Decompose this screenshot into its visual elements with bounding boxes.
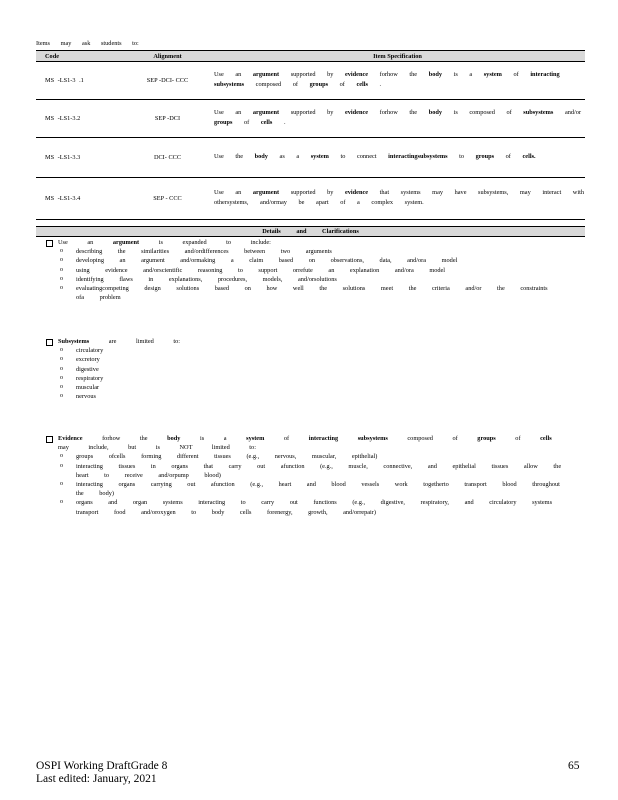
- checkbox-bullet-icon: [46, 436, 53, 443]
- text-run: Use an: [214, 70, 253, 78]
- text-run: composed of: [244, 80, 310, 88]
- section-heading-text: [58, 435, 552, 451]
- footer-edited-date: Last edited: January, 2021: [36, 772, 157, 785]
- text-run: and/or: [553, 108, 582, 116]
- list-item: [60, 275, 566, 284]
- footer-draft-label: OSPI Working DraftGrade 8: [36, 760, 168, 772]
- list-item: [60, 355, 566, 364]
- circle-bullet-icon: o: [60, 481, 63, 488]
- circle-bullet-icon: o: [60, 285, 63, 292]
- emphasized-term: Subsystems: [58, 338, 90, 345]
- header-item-specification: Item Specification: [210, 51, 585, 62]
- section-list: [46, 452, 566, 516]
- circle-bullet-icon: o: [60, 384, 63, 391]
- table-row: [36, 62, 585, 100]
- list-item: [60, 256, 566, 265]
- list-item-text: developing an argument and/ormaking a claim based on observations, data, and/ora model: [76, 257, 458, 265]
- emphasized-term: subsystems: [523, 108, 554, 116]
- emphasized-term: body: [428, 108, 442, 116]
- list-item: [60, 374, 566, 383]
- emphasized-term: body: [254, 152, 268, 160]
- list-item: [60, 392, 566, 401]
- section-heading: [46, 238, 566, 247]
- emphasized-term: system: [310, 152, 329, 160]
- text-run: supported by: [279, 188, 345, 196]
- table-header-row: [36, 51, 585, 62]
- text-run: to: [447, 152, 476, 160]
- list-item-text: using evidence and/orscientific reasoning to support orrefute an explanation and/ora model: [76, 266, 446, 274]
- header-alignment: Alignment: [125, 51, 210, 62]
- section-heading: [46, 434, 566, 452]
- text-run: is a: [442, 70, 484, 78]
- section-heading: [46, 337, 566, 346]
- circle-bullet-icon: o: [60, 266, 63, 273]
- circle-bullet-icon: o: [60, 257, 63, 264]
- row-code: MS -LS1-3.3: [36, 138, 125, 178]
- circle-bullet-icon: o: [60, 365, 63, 372]
- footer: [36, 760, 167, 785]
- text-run: may include, but is NOT limited to:: [58, 444, 256, 452]
- circle-bullet-icon: o: [60, 393, 63, 400]
- section-list: [46, 346, 566, 401]
- list-item: [60, 346, 566, 355]
- page-number: 65: [568, 760, 580, 772]
- text-run: of: [264, 435, 309, 442]
- circle-bullet-icon: o: [60, 275, 63, 282]
- text-run: to connect: [328, 152, 389, 160]
- list-item: [60, 462, 566, 480]
- section-list: [46, 247, 566, 302]
- text-run: supported by: [279, 108, 345, 116]
- emphasized-term: cells.: [522, 152, 536, 160]
- section-heading-text: [58, 338, 180, 345]
- emphasized-term: evidence: [344, 70, 369, 78]
- text-run: that systems may have subsystems, may interact with othersystems, and/ormay be apart of a complex system.: [214, 188, 584, 206]
- details-section-evidence: [46, 434, 566, 517]
- text-run: Use an: [214, 108, 253, 116]
- row-spec: [210, 178, 585, 220]
- list-item-text: groups ofcells forming different tissues (e.g., nervous, muscular, epithelial): [76, 453, 378, 461]
- text-run: forhow the: [82, 435, 168, 442]
- emphasized-term: system: [246, 435, 265, 442]
- table-row: [36, 100, 585, 138]
- text-run: composed of: [387, 435, 478, 442]
- text-run: of: [328, 80, 357, 88]
- emphasized-term: cells: [356, 80, 368, 88]
- item-spec-table: [36, 50, 585, 220]
- list-item-text: muscular: [76, 384, 100, 392]
- list-item-text: excretory: [76, 356, 100, 364]
- row-code: MS -LS1-3.2: [36, 100, 125, 138]
- emphasized-term: groups: [214, 118, 233, 126]
- emphasized-term: subsystems: [357, 435, 388, 442]
- list-item-text: respiratory: [76, 374, 104, 382]
- text-run: Use an: [214, 188, 253, 196]
- emphasized-term: cells: [540, 435, 552, 442]
- emphasized-term: evidence: [344, 188, 369, 196]
- circle-bullet-icon: o: [60, 248, 63, 255]
- text-run: forhow the: [368, 70, 429, 78]
- text-run: forhow the: [368, 108, 429, 116]
- emphasized-term: groups: [475, 152, 495, 160]
- details-section-argument: [46, 238, 566, 302]
- header-code: Code: [36, 51, 125, 62]
- circle-bullet-icon: o: [60, 374, 63, 381]
- emphasized-term: interacting: [308, 435, 339, 442]
- circle-bullet-icon: o: [60, 453, 63, 460]
- row-code: MS -LS1-3.4: [36, 178, 125, 220]
- section-heading-text: [58, 239, 271, 246]
- emphasized-term: groups: [477, 435, 496, 442]
- list-item-text: describing the similarities and/ordifferences between two arguments: [76, 248, 332, 256]
- row-alignment: DCI- CCC: [125, 138, 210, 178]
- text-run: of: [494, 152, 523, 160]
- list-item-text: digestive: [76, 365, 99, 373]
- emphasized-term: argument: [252, 70, 280, 78]
- circle-bullet-icon: o: [60, 499, 63, 506]
- text-run: is composed of: [442, 108, 524, 116]
- row-spec: [210, 100, 585, 138]
- text-run: of: [495, 435, 541, 442]
- text-run: .: [272, 118, 286, 126]
- list-item: [60, 498, 566, 516]
- emphasized-term: system: [483, 70, 502, 78]
- text-run: [338, 435, 358, 442]
- text-run: as a: [267, 152, 311, 160]
- emphasized-term: interactingsubsystems: [388, 152, 448, 160]
- row-spec: [210, 138, 585, 178]
- emphasized-term: evidence: [344, 108, 369, 116]
- list-item-text: interacting tissues in organs that carry out afunction (e.g., muscle, connective, and epithelial tissues allow the heart to receive and/orpump blood): [76, 462, 562, 479]
- emphasized-term: argument: [252, 188, 280, 196]
- list-item: [60, 247, 566, 256]
- text-run: is a: [180, 435, 247, 442]
- row-alignment: SEP -DCI- CCC: [125, 62, 210, 100]
- text-run: Use the: [214, 152, 255, 160]
- list-item: [60, 452, 566, 461]
- list-item-text: evaluatingcompeting design solutions based on how well the solutions meet the criteria and/or the constraints ofa problem: [76, 285, 548, 302]
- emphasized-term: groups: [309, 80, 329, 88]
- text-run: is expanded to include:: [139, 239, 271, 246]
- emphasized-term: interacting: [530, 70, 560, 78]
- list-item-text: nervous: [76, 393, 96, 401]
- text-run: are limited to:: [89, 338, 181, 345]
- text-run: supported by: [279, 70, 345, 78]
- list-item: [60, 284, 566, 302]
- text-run: of: [232, 118, 261, 126]
- list-item: [60, 383, 566, 392]
- row-alignment: SEP -DCI: [125, 100, 210, 138]
- emphasized-term: argument: [252, 108, 280, 116]
- text-run: of: [501, 70, 531, 78]
- checkbox-bullet-icon: [46, 240, 53, 247]
- list-item-text: circulatory: [76, 347, 104, 355]
- details-header: Details and Clarifications: [36, 226, 585, 237]
- table-row: [36, 178, 585, 220]
- intro-text: Items may ask students to:: [36, 40, 139, 47]
- list-item-text: identifying flaws in explanations, procedures, models, and/orsolutions: [76, 275, 337, 283]
- emphasized-term: subsystems: [214, 80, 245, 88]
- text-run: Use an: [58, 239, 113, 246]
- emphasized-term: cells: [260, 118, 273, 126]
- emphasized-term: body: [167, 435, 181, 442]
- circle-bullet-icon: o: [60, 347, 63, 354]
- list-item: [60, 266, 566, 275]
- list-item-text: organs and organ systems interacting to carry out functions (e.g., digestive, respiratory, and circulatory systems transport food and/oroxygen to body cells forenergy, growth, and/orrepair): [76, 499, 553, 516]
- checkbox-bullet-icon: [46, 339, 53, 346]
- emphasized-term: Evidence: [58, 435, 83, 442]
- text-run: .: [367, 80, 382, 88]
- emphasized-term: body: [428, 70, 442, 78]
- emphasized-term: argument: [112, 239, 140, 246]
- row-alignment: SEP - CCC: [125, 178, 210, 220]
- list-item-text: interacting organs carrying out afunction (e.g., heart and blood vessels work togetherto transport blood throughout the body): [76, 481, 560, 498]
- list-item: [60, 480, 566, 498]
- circle-bullet-icon: o: [60, 462, 63, 469]
- row-code: MS -LS1-3 .1: [36, 62, 125, 100]
- circle-bullet-icon: o: [60, 356, 63, 363]
- details-section-subsystems: [46, 337, 566, 401]
- table-row: [36, 138, 585, 178]
- row-spec: [210, 62, 585, 100]
- list-item: [60, 365, 566, 374]
